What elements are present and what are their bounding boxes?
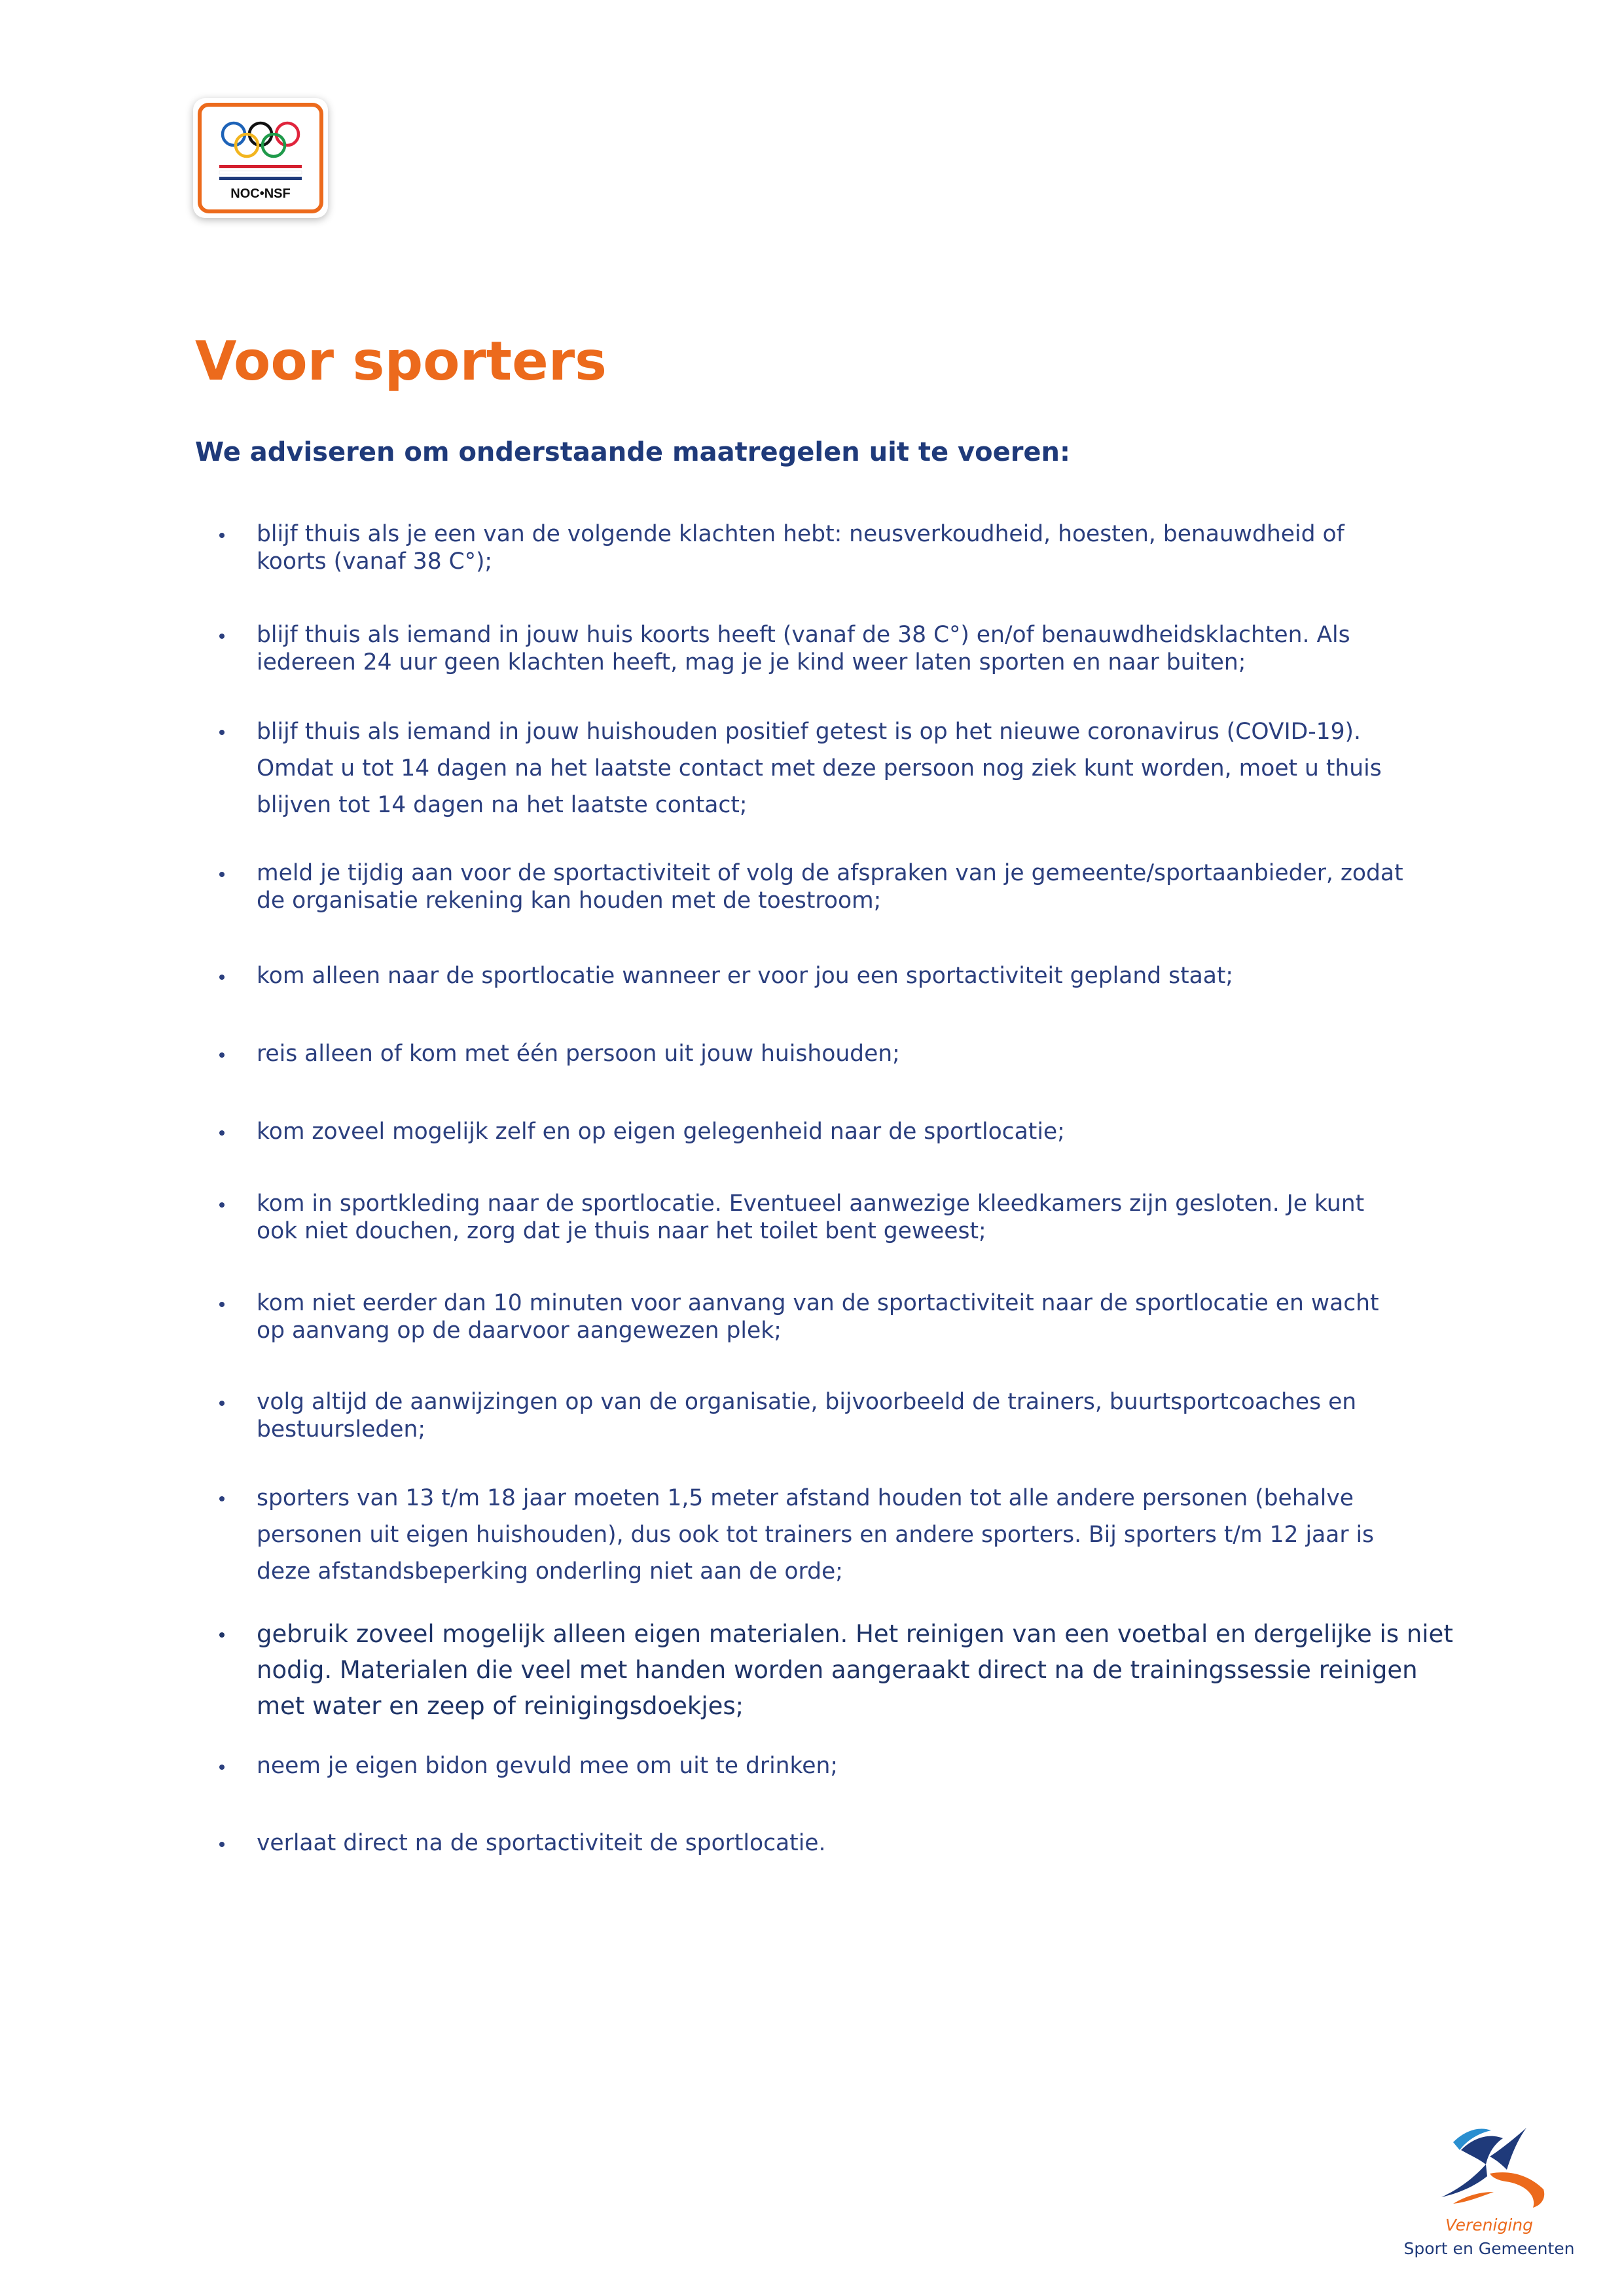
list-item: verlaat direct na de sportactiviteit de sportlocatie. <box>257 1829 1435 1857</box>
noc-nsf-wordmark: NOC•NSF <box>230 187 291 201</box>
list-item: meld je tijdig aan voor de sportactiviteit of volg de afspraken van je gemeente/sportaanbieder, zodat de organisatie rekening kan houden met de toestroom; <box>257 859 1435 914</box>
list-item: kom alleen naar de sportlocatie wanneer er voor jou een sportactiviteit gepland staat; <box>257 962 1435 990</box>
vsg-logo-line2: Sport en Gemeenten <box>1403 2239 1575 2258</box>
page-title: Voor sporters <box>195 331 607 393</box>
list-item: blijf thuis als je een van de volgende klachten hebt: neusverkoudheid, hoesten, benauwdheid of koorts (vanaf 38 C°); <box>257 520 1435 575</box>
list-item: gebruik zoveel mogelijk alleen eigen materialen. Het reinigen van een voetbal en dergelijke is niet nodig. Materialen die veel met handen worden aangeraakt direct na de trainingssessie reinigen met water en zeep of reinigingsdoekjes; <box>257 1616 1435 1724</box>
intro-heading: We adviseren om onderstaande maatregelen uit te voeren: <box>195 437 1071 467</box>
list-item: reis alleen of kom met één persoon uit jouw huishouden; <box>257 1040 1435 1067</box>
list-item: kom in sportkleding naar de sportlocatie. Eventueel aanwezige kleedkamers zijn gesloten. Je kunt ook niet douchen, zorg dat je thuis naar het toilet bent geweest; <box>257 1190 1435 1245</box>
vsg-logo-line1: Vereniging <box>1445 2215 1533 2234</box>
sporter-figure-icon <box>1427 2124 1551 2212</box>
vsg-logo <box>1391 2124 1587 2274</box>
list-item: sporters van 13 t/m 18 jaar moeten 1,5 meter afstand houden tot alle andere personen (behalve personen uit eigen huishouden), dus ook tot trainers en andere sporters. Bij sporters t/m 12 jaar is deze afstandsbeperking onderling niet aan de orde; <box>257 1480 1435 1590</box>
list-item: volg altijd de aanwijzingen op van de organisatie, bijvoorbeeld de trainers, buurtsportcoaches en bestuursleden; <box>257 1388 1435 1443</box>
list-item: kom zoveel mogelijk zelf en op eigen gelegenheid naar de sportlocatie; <box>257 1118 1435 1145</box>
list-item: blijf thuis als iemand in jouw huis koorts heeft (vanaf de 38 C°) en/of benauwdheidsklachten. Als iedereen 24 uur geen klachten heeft, mag je je kind weer laten sporten en naar buiten; <box>257 621 1435 676</box>
list-item: kom niet eerder dan 10 minuten voor aanvang van de sportactiviteit naar de sportlocatie en wacht op aanvang op de daarvoor aangewezen plek; <box>257 1289 1435 1344</box>
list-item: blijf thuis als iemand in jouw huishouden positief getest is op het nieuwe coronavirus (COVID-19). Omdat u tot 14 dagen na het laatste contact met deze persoon nog ziek kunt worden, moet u thuis blijven tot 14 dagen na het laatste contact; <box>257 713 1435 823</box>
list-item: neem je eigen bidon gevuld mee om uit te drinken; <box>257 1752 1435 1780</box>
